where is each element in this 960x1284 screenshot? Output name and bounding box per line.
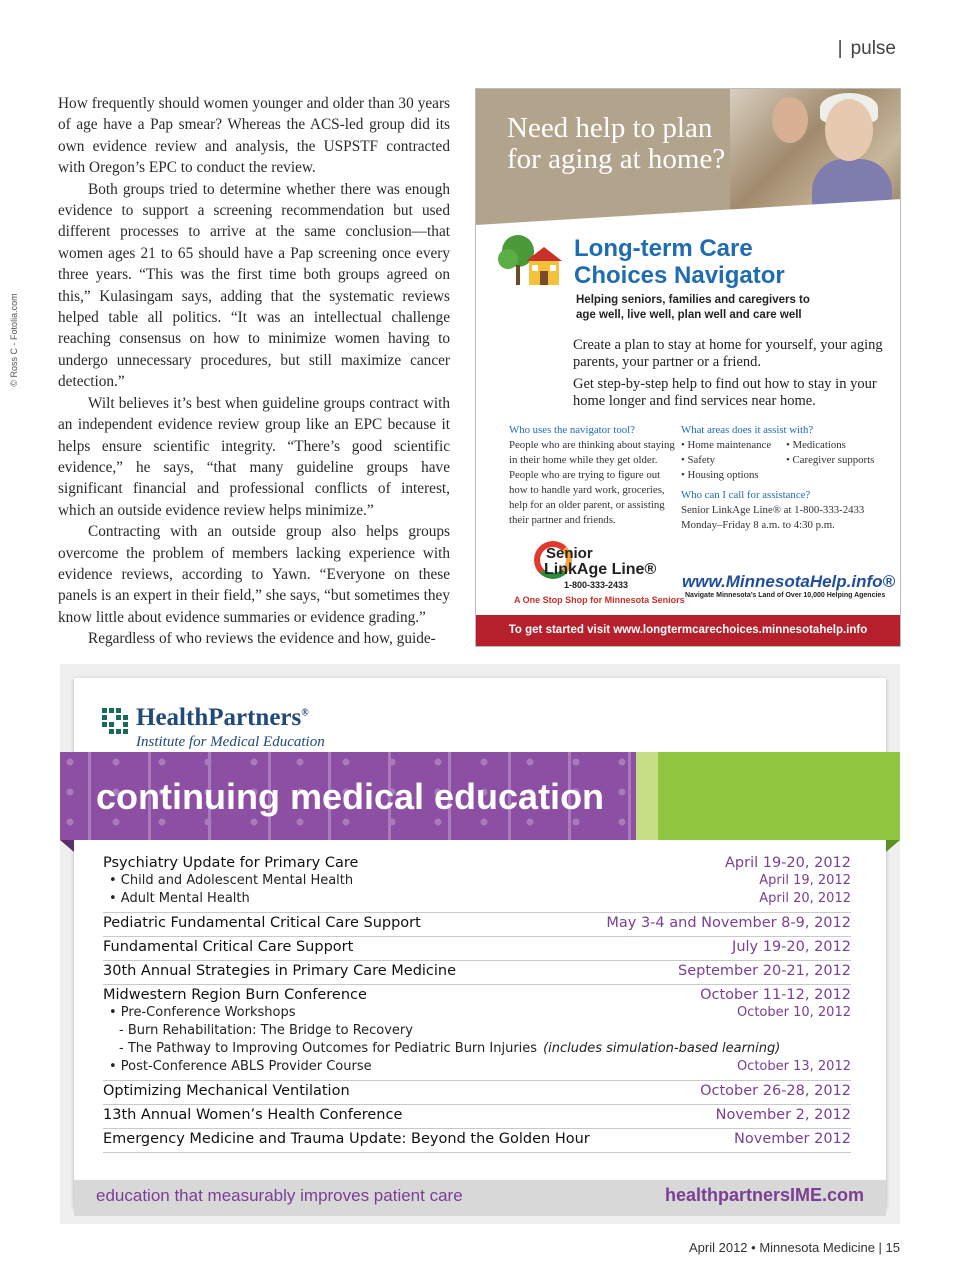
hp-footer-slogan: education that measurably improves patient care [96, 1186, 463, 1205]
healthpartners-mark-icon [102, 708, 130, 734]
article-paragraph: Contracting with an outside group also helps groups overcome the problem of members lacking experience with evidence reviews, according to Yawn. “Everyone on these panels is an expert in their field,” she says, “but sometimes they know little about evidence summaries or evidence grading.” [58, 523, 450, 626]
faq-question: Who uses the navigator tool? [509, 424, 635, 436]
course-date: September 20-21, 2012 [677, 963, 851, 979]
faq-answer: Senior LinkAge Line® at 1-800-333-2433 [681, 504, 865, 516]
healthpartners-advertisement [60, 664, 900, 1224]
course-name: Emergency Medicine and Trauma Update: Beyond the Golden Hour [103, 1131, 590, 1147]
section-name: pulse [850, 38, 896, 59]
page-folio: April 2012 • Minnesota Medicine | 15 [689, 1240, 900, 1255]
session-label: • Child and Adolescent Mental Health [109, 873, 354, 888]
course-name: Pediatric Fundamental Critical Care Support [103, 915, 421, 931]
session-name [109, 1005, 296, 1020]
banner-title: continuing medical education [96, 776, 605, 817]
course-date: November 2012 [734, 1131, 851, 1147]
session-label: • Adult Mental Health [109, 891, 250, 906]
session-label: • Post-Conference ABLS Provider Course [109, 1059, 372, 1074]
course-name: Midwestern Region Burn Conference [103, 987, 367, 1003]
minnesotahelp-tagline: Navigate Minnesota’s Land of Over 10,000 Helping Agencies [685, 592, 886, 599]
ad-headline: Need help to plan for aging at home? [507, 112, 726, 175]
course-item [103, 1129, 851, 1153]
session-date: October 10, 2012 [736, 1005, 851, 1020]
areas-list [681, 438, 891, 483]
session-date: April 20, 2012 [759, 891, 851, 906]
article-paragraph: Wilt believes it’s best when guideline groups contract with an independent evidence review group like an EPC because it helps ensure scientific integrity. “There’s good scientific evidence,” he says, “that many guideline groups have significant financial and professional conflicts of interest, which an outside evidence review helps minimize.” [58, 394, 450, 519]
session-label: - Burn Rehabilitation: The Bridge to Recovery [119, 1023, 413, 1038]
list-item: • Medications [786, 439, 846, 451]
session-date: October 13, 2012 [736, 1059, 851, 1074]
house-tree-icon [498, 231, 562, 291]
faq-question: What areas does it assist with? [681, 424, 814, 436]
course-date: October 11-12, 2012 [700, 987, 851, 1003]
session-name [119, 1041, 780, 1056]
list-item: • Safety [681, 454, 716, 466]
session-name [109, 1059, 372, 1074]
article-paragraph: Both groups tried to determine whether there was enough evidence to support a screening recommendation but used different processes to arrive at the same conclusion—that women ages 21 to 65 should have a Pap screening once every three years. “This was the first time both groups agreed on this,” Kulasingam says, adding that the systematic reviews helped table all politics. “It was an intellectual challenge reaching consensus on how to minimize women having to undergo unnecessary procedures, but still maximize cancer detection.” [58, 180, 450, 391]
course-item [103, 853, 851, 913]
navigator-title: Long-term Care Choices Navigator [574, 235, 785, 289]
list-item: • Caregiver supports [786, 454, 875, 466]
course-name: Optimizing Mechanical Ventilation [103, 1083, 350, 1099]
navigator-body: Create a plan to stay at home for yourself, your aging parents, your partner or a friend. Get step-by-step help to find out how to stay in your home longer and find services near home. [573, 337, 883, 409]
session-date: April 19, 2012 [759, 873, 851, 888]
course-name: 13th Annual Women’s Health Conference [103, 1107, 403, 1123]
course-item [103, 937, 851, 961]
course-date: April 19-20, 2012 [724, 855, 851, 871]
faq-question: Who can I call for assistance? [681, 489, 811, 501]
course-item [103, 961, 851, 985]
course-name: 30th Annual Strategies in Primary Care Medicine [103, 963, 457, 979]
session-label: - The Pathway to Improving Outcomes for Pediatric Burn Injuries [119, 1041, 538, 1056]
ad-panel: HealthPartners® Institute for Medical Education [74, 678, 886, 1208]
list-item: • Home maintenance [681, 439, 772, 451]
course-date: May 3-4 and November 8-9, 2012 [606, 915, 851, 931]
session-name [119, 1023, 413, 1038]
brand-name: HealthPartners [136, 704, 302, 731]
faq-answer: People who are thinking about staying in their home while they get older. People who are trying to figure out how to handle yard work, groceries, help for an older parent, or assisting their partner and friends. [509, 439, 675, 526]
photo-credit: © Ross C - Fotolia.com [9, 293, 19, 387]
section-label: | pulse [837, 38, 896, 59]
brand-tagline: Institute for Medical Education [136, 734, 325, 750]
list-item: • Housing options [681, 469, 759, 481]
course-item [103, 1105, 851, 1129]
minnesotahelp-link[interactable]: www.MinnesotaHelp.info® [682, 572, 896, 591]
session-name [109, 891, 250, 906]
article-paragraph: How frequently should women younger and older than 30 years of age have a Pap smear? Whereas the ACS-led group did its own evidence review and analysis, the USPSTF contracted with Oregon’s EPC to conduct the review. [58, 95, 450, 177]
course-date: October 26-28, 2012 [700, 1083, 851, 1099]
article-paragraph: Regardless of who reviews the evidence and how, guide- [88, 630, 436, 648]
hp-footer [74, 1180, 886, 1216]
course-name: Psychiatry Update for Primary Care [103, 855, 359, 871]
faq-answer: Monday–Friday 8 a.m. to 4:30 p.m. [681, 519, 835, 531]
course-name: Fundamental Critical Care Support [103, 939, 354, 955]
ltc-advertisement [475, 88, 901, 647]
course-item [103, 913, 851, 937]
session-name [109, 873, 353, 888]
article-text [58, 93, 450, 650]
course-date: November 2, 2012 [715, 1107, 851, 1123]
course-item [103, 1081, 851, 1105]
course-list [103, 853, 851, 1153]
hp-website-link[interactable]: healthpartnersIME.com [664, 1185, 864, 1205]
navigator-subtitle: Helping seniors, families and caregivers to age well, live well, plan well and care well [576, 294, 810, 321]
session-note: (includes simulation-based learning) [543, 1041, 781, 1056]
course-date: July 19-20, 2012 [732, 939, 851, 955]
course-item [103, 985, 851, 1081]
ltc-footer-link[interactable]: To get started visit www.longtermcarechoices.minnesotahelp.info [476, 615, 900, 646]
senior-linkage-logo: Senior LinkAge Line® 1-800-333-2433 A One Stop Shop for Minnesota Seniors [514, 537, 664, 607]
session-label: • Pre-Conference Workshops [109, 1005, 296, 1020]
